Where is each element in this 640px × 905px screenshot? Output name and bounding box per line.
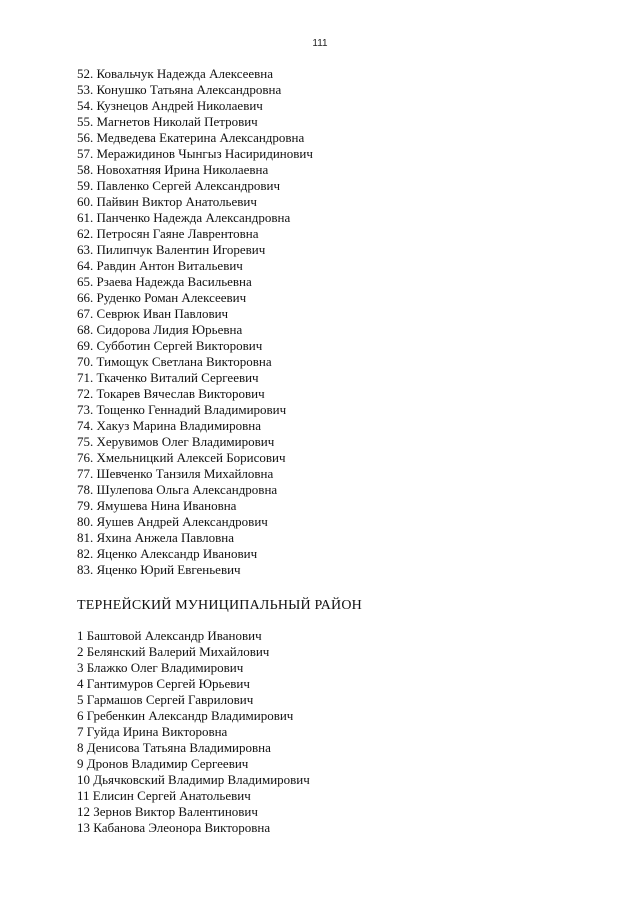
list-item: 75. Херувимов Олег Владимирович xyxy=(77,434,275,449)
list-item: 61. Панченко Надежда Александровна xyxy=(77,210,291,225)
list-item: 6 Гребенкин Александр Владимирович xyxy=(77,708,294,723)
list-item: 4 Гантимуров Сергей Юрьевич xyxy=(77,676,250,691)
list-item: 82. Яценко Александр Иванович xyxy=(77,546,258,561)
name-list-terney xyxy=(77,628,310,836)
list-item: 52. Ковальчук Надежда Алексеевна xyxy=(77,66,274,81)
list-item: 80. Яушев Андрей Александрович xyxy=(77,514,268,529)
list-item: 60. Пайвин Виктор Анатольевич xyxy=(77,194,257,209)
list-item: 12 Зернов Виктор Валентинович xyxy=(77,804,258,819)
list-item: 66. Руденко Роман Алексеевич xyxy=(77,290,247,305)
list-item: 65. Рзаева Надежда Васильевна xyxy=(77,274,252,289)
list-item: 2 Белянский Валерий Михайлович xyxy=(77,644,270,659)
list-item: 72. Токарев Вячеслав Викторович xyxy=(77,386,265,401)
list-item: 71. Ткаченко Виталий Сергеевич xyxy=(77,370,259,385)
list-item: 64. Равдин Антон Витальевич xyxy=(77,258,243,273)
page-number: 111 xyxy=(312,38,328,49)
list-item: 57. Меражидинов Чынгыз Насиридинович xyxy=(77,146,313,161)
list-item: 11 Елисин Сергей Анатольевич xyxy=(77,788,251,803)
list-item: 76. Хмельницкий Алексей Борисович xyxy=(77,450,286,465)
list-item: 77. Шевченко Танзиля Михайловна xyxy=(77,466,274,481)
list-item: 63. Пилипчук Валентин Игоревич xyxy=(77,242,266,257)
list-item: 5 Гармашов Сергей Гаврилович xyxy=(77,692,254,707)
list-item: 9 Дронов Владимир Сергеевич xyxy=(77,756,249,771)
list-item: 67. Севрюк Иван Павлович xyxy=(77,306,229,321)
list-item: 53. Конушко Татьяна Александровна xyxy=(77,82,282,97)
list-item: 59. Павленко Сергей Александрович xyxy=(77,178,281,193)
list-item: 10 Дьячковский Владимир Владимирович xyxy=(77,772,310,787)
list-item: 70. Тимощук Светлана Викторовна xyxy=(77,354,272,369)
list-item: 8 Денисова Татьяна Владимировна xyxy=(77,740,271,755)
list-item: 73. Тощенко Геннадий Владимирович xyxy=(77,402,287,417)
list-item: 81. Яхина Анжела Павловна xyxy=(77,530,235,545)
list-item: 56. Медведева Екатерина Александровна xyxy=(77,130,305,145)
list-item: 79. Ямушева Нина Ивановна xyxy=(77,498,237,513)
list-item: 1 Баштовой Александр Иванович xyxy=(77,628,262,643)
name-list-continued xyxy=(77,66,313,578)
list-item: 83. Яценко Юрий Евгеньевич xyxy=(77,562,241,577)
list-item: 55. Магнетов Николай Петрович xyxy=(77,114,258,129)
list-item: 74. Хакуз Марина Владимировна xyxy=(77,418,261,433)
list-item: 78. Шулепова Ольга Александровна xyxy=(77,482,278,497)
list-item: 68. Сидорова Лидия Юрьевна xyxy=(77,322,243,337)
list-item: 3 Блажко Олег Владимирович xyxy=(77,660,244,675)
list-item: 7 Гуйда Ирина Викторовна xyxy=(77,724,228,739)
list-item: 58. Новохатняя Ирина Николаевна xyxy=(77,162,269,177)
list-item: 69. Субботин Сергей Викторович xyxy=(77,338,263,353)
list-item: 62. Петросян Гаяне Лаврентовна xyxy=(77,226,259,241)
section-heading: ТЕРНЕЙСКИЙ МУНИЦИПАЛЬНЫЙ РАЙОН xyxy=(77,598,362,613)
list-item: 54. Кузнецов Андрей Николаевич xyxy=(77,98,263,113)
list-item: 13 Кабанова Элеонора Викторовна xyxy=(77,820,271,835)
